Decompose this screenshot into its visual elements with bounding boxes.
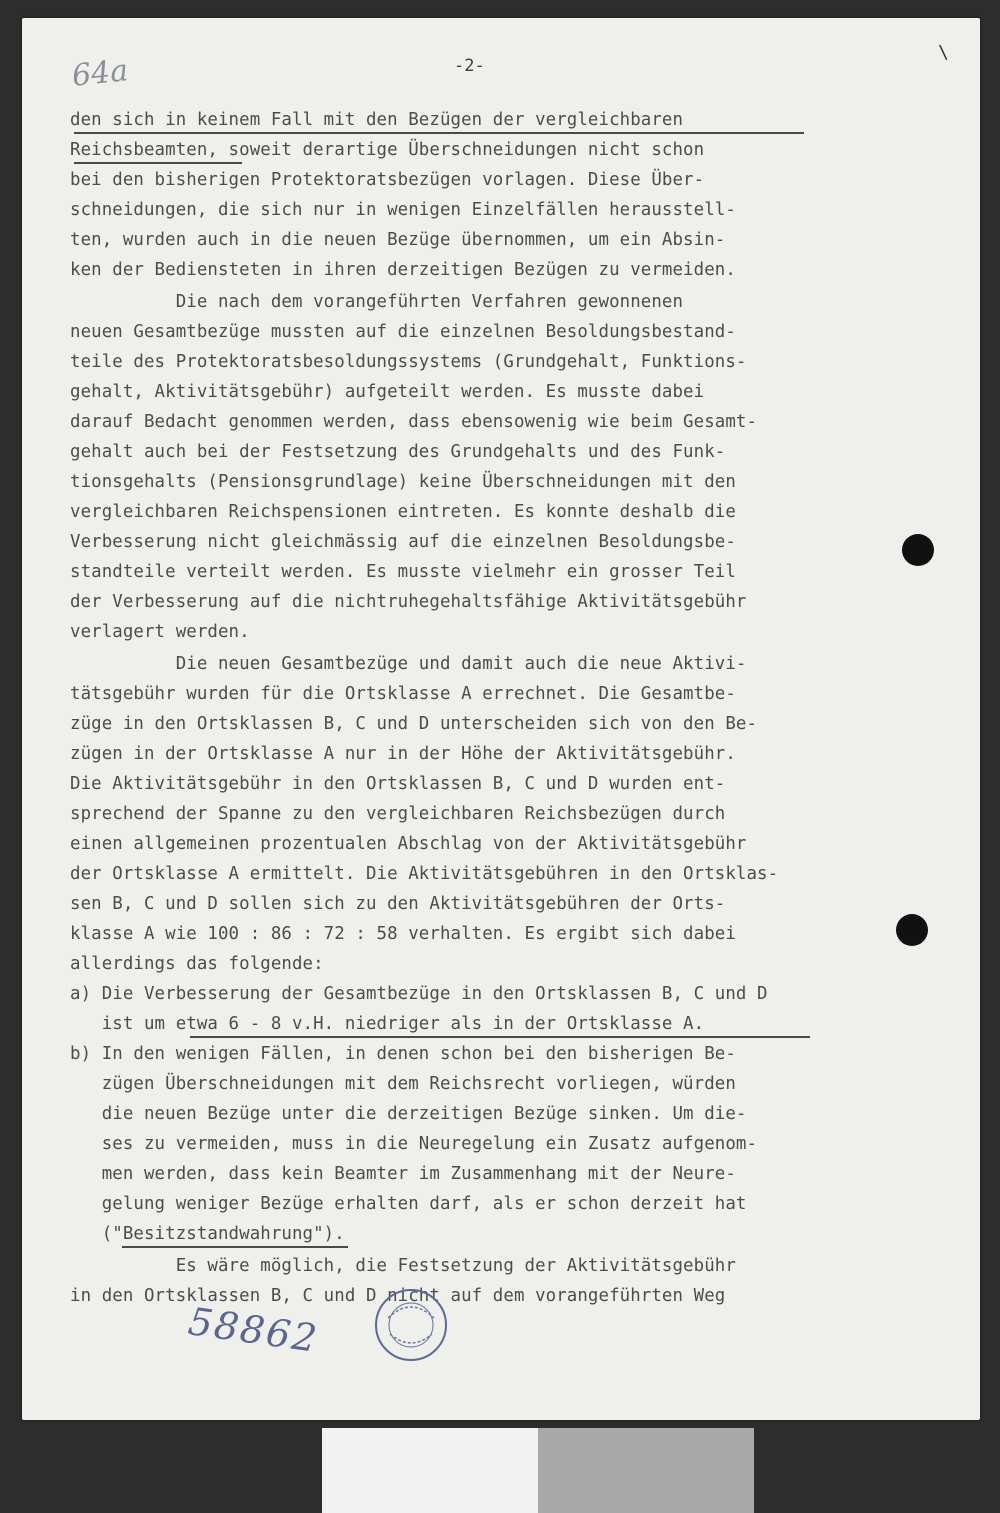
- text-line: standteile verteilt werden. Es musste vielmehr ein grosser Teil: [70, 562, 736, 582]
- punch-hole-lower: [896, 914, 928, 946]
- text-line: schneidungen, die sich nur in wenigen Einzelfällen herausstell-: [70, 200, 736, 220]
- text-line: sprechend der Spanne zu den vergleichbaren Reichsbezügen durch: [70, 804, 726, 824]
- underline-besitzstandwahrung: [122, 1246, 348, 1248]
- archive-number: 58862: [185, 1299, 322, 1361]
- underline-reichsbeamten: [74, 162, 242, 164]
- text-line: ken der Bediensteten in ihren derzeitigen Bezügen zu vermeiden.: [70, 260, 736, 280]
- punch-hole-upper: [902, 534, 934, 566]
- text-line: in den Ortsklassen B, C und D nicht auf dem vorangeführten Weg: [70, 1286, 726, 1306]
- text-line: teile des Protektoratsbesoldungssystems (Grundgehalt, Funktions-: [70, 352, 747, 372]
- text-line: der Verbesserung auf die nichtruhegehaltsfähige Aktivitätsgebühr: [70, 592, 747, 612]
- underline-first-line: [74, 132, 804, 134]
- calibration-strip: [322, 1428, 754, 1513]
- text-line: ist um etwa 6 - 8 v.H. niedriger als in der Ortsklasse A.: [70, 1014, 705, 1034]
- text-line: einen allgemeinen prozentualen Abschlag von der Aktivitätsgebühr: [70, 834, 747, 854]
- underline-item-a: [190, 1036, 810, 1038]
- text-line: sen B, C und D sollen sich zu den Aktivitätsgebühren der Orts-: [70, 894, 726, 914]
- text-line: b) In den wenigen Fällen, in denen schon bei den bisherigen Be-: [70, 1044, 736, 1064]
- corner-mark: \: [938, 42, 949, 63]
- text-line: die neuen Bezüge unter die derzeitigen Bezüge sinken. Um die-: [70, 1104, 747, 1124]
- text-line: darauf Bedacht genommen werden, dass ebensowenig wie beim Gesamt-: [70, 412, 758, 432]
- text-line: Reichsbeamten, soweit derartige Überschneidungen nicht schon: [70, 140, 705, 160]
- text-line: den sich in keinem Fall mit den Bezügen der vergleichbaren: [70, 110, 684, 130]
- text-line: neuen Gesamtbezüge mussten auf die einzelnen Besoldungsbestand-: [70, 322, 736, 342]
- text-line: Verbesserung nicht gleichmässig auf die einzelnen Besoldungsbe-: [70, 532, 736, 552]
- document-page: [22, 18, 980, 1420]
- text-line: tätsgebühr wurden für die Ortsklasse A errechnet. Die Gesamtbe-: [70, 684, 736, 704]
- handwritten-folio-number: 64a: [70, 53, 130, 94]
- text-line: gehalt, Aktivitätsgebühr) aufgeteilt werden. Es musste dabei: [70, 382, 705, 402]
- archive-stamp: [374, 1288, 448, 1362]
- text-line: gelung weniger Bezüge erhalten darf, als er schon derzeit hat: [70, 1194, 747, 1214]
- text-line: ses zu vermeiden, muss in die Neuregelung ein Zusatz aufgenom-: [70, 1134, 758, 1154]
- text-line: Die nach dem vorangeführten Verfahren gewonnenen: [70, 292, 684, 312]
- text-line: a) Die Verbesserung der Gesamtbezüge in den Ortsklassen B, C und D: [70, 984, 768, 1004]
- text-line: vergleichbaren Reichspensionen eintreten. Es konnte deshalb die: [70, 502, 736, 522]
- text-line: verlagert werden.: [70, 622, 250, 642]
- text-line: züge in den Ortsklassen B, C und D unterscheiden sich von den Be-: [70, 714, 758, 734]
- text-line: zügen Überschneidungen mit dem Reichsrecht vorliegen, würden: [70, 1074, 736, 1094]
- text-line: Es wäre möglich, die Festsetzung der Aktivitätsgebühr: [70, 1256, 736, 1276]
- text-line: bei den bisherigen Protektoratsbezügen vorlagen. Diese Über-: [70, 170, 705, 190]
- text-line: klasse A wie 100 : 86 : 72 : 58 verhalten. Es ergibt sich dabei: [70, 924, 736, 944]
- page-number: -2-: [454, 56, 485, 76]
- body-text: [70, 110, 950, 1330]
- calibration-gray-patch: [538, 1428, 754, 1513]
- calibration-white-patch: [322, 1428, 538, 1513]
- text-line: men werden, dass kein Beamter im Zusammenhang mit der Neure-: [70, 1164, 736, 1184]
- text-line: zügen in der Ortsklasse A nur in der Höhe der Aktivitätsgebühr.: [70, 744, 736, 764]
- text-line: ("Besitzstandwahrung").: [70, 1224, 345, 1244]
- text-line: allerdings das folgende:: [70, 954, 324, 974]
- text-line: ten, wurden auch in die neuen Bezüge übernommen, um ein Absin-: [70, 230, 726, 250]
- text-line: gehalt auch bei der Festsetzung des Grundgehalts und des Funk-: [70, 442, 726, 462]
- text-line: Die neuen Gesamtbezüge und damit auch die neue Aktivi-: [70, 654, 747, 674]
- text-line: tionsgehalts (Pensionsgrundlage) keine Überschneidungen mit den: [70, 472, 736, 492]
- text-line: der Ortsklasse A ermittelt. Die Aktivitätsgebühren in den Ortsklas-: [70, 864, 779, 884]
- text-line: Die Aktivitätsgebühr in den Ortsklassen B, C und D wurden ent-: [70, 774, 726, 794]
